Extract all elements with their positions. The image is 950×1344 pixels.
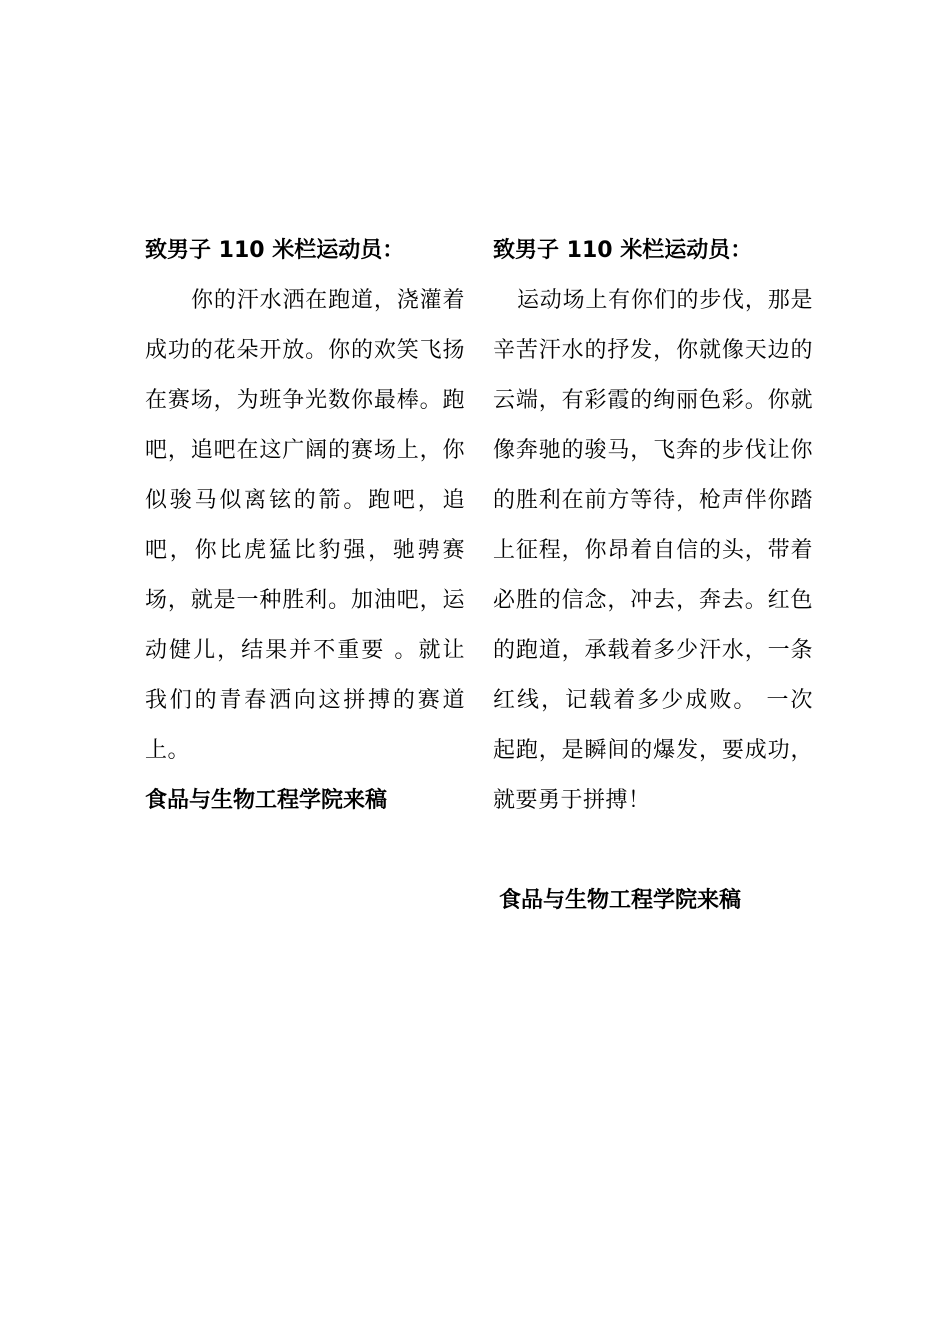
right-article: [493, 226, 813, 926]
right-article-signature: 食品与生物工程学院来稿: [499, 888, 742, 913]
left-article-signature: 食品与生物工程学院来稿: [145, 788, 388, 813]
right-article-body: 运动场上有你们的步伐，那是辛苦汗水的抒发，你就像天边的云端，有彩霞的绚丽色彩。你就像奔驰的骏马，飞奔的步伐让你的胜利在前方等待，枪声伴你踏上征程，你昂着自信的头，带着必胜的信念，冲去，奔去。红色的跑道，承载着多少汗水，一条红线，记载着多少成败。 一次起跑，是瞬间的爆发，要成功，就要勇于拼搏！: [493, 288, 813, 813]
left-article-heading: 致男子 110 米栏运动员：: [145, 238, 405, 263]
left-article: [145, 226, 465, 826]
left-article-body: 你的汗水洒在跑道，浇灌着成功的花朵开放。你的欢笑飞扬在赛场，为班争光数你最棒。跑吧，追吧在这广阔的赛场上，你似骏马似离铉的箭。跑吧，追吧，你比虎猛比豹强，驰骋赛场，就是一种胜利。加油吧，运动健儿，结果并不重要 。就让我们的青春洒向这拼搏的赛道上。: [145, 288, 465, 763]
right-article-heading: 致男子 110 米栏运动员：: [493, 238, 753, 263]
